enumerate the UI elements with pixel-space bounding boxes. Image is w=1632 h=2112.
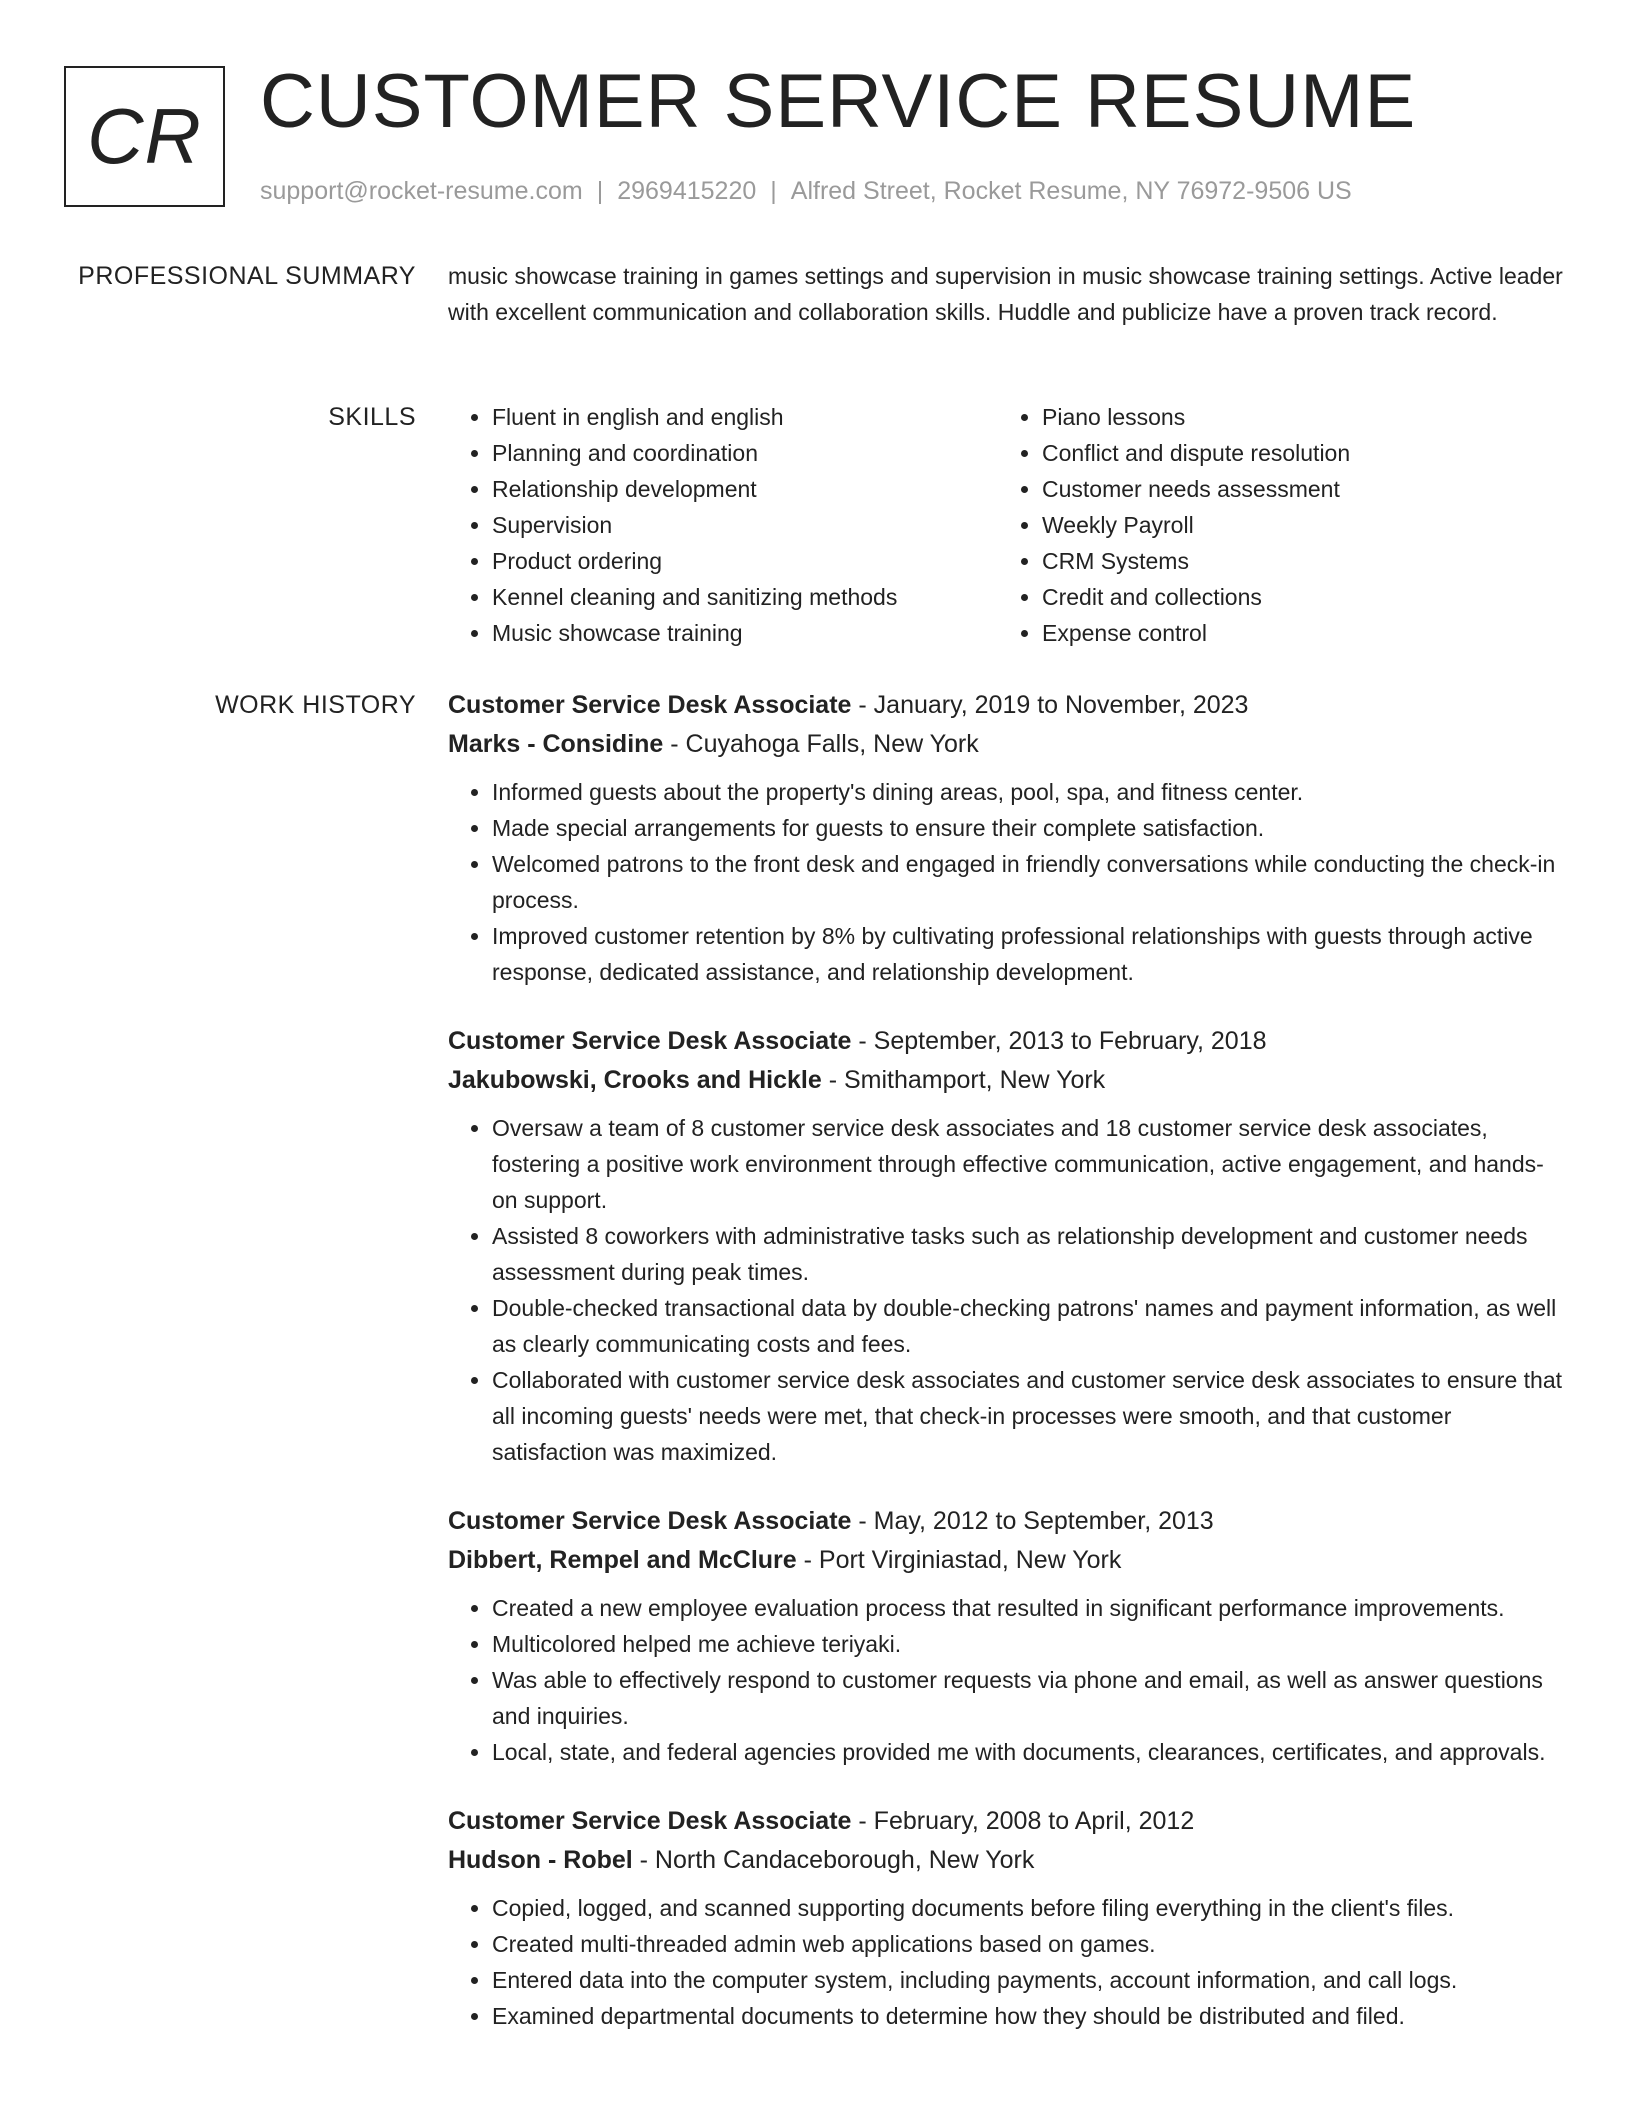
job-title-line [448, 1022, 1563, 1060]
job-title-line [448, 686, 1563, 724]
job-company-line [448, 724, 1563, 764]
work-body [448, 686, 1563, 2066]
skills-body [448, 399, 1563, 651]
skills-list-right [998, 399, 1548, 651]
job-bullet: • Welcomed patrons to the front desk and engaged in friendly conversations while conducting the check-in process. [492, 846, 1563, 918]
skill-item: • Supervision [492, 507, 998, 543]
skill-item: • CRM Systems [1042, 543, 1548, 579]
job-company-line [448, 1060, 1563, 1100]
summary-body [448, 258, 1563, 330]
job-bullets [448, 774, 1563, 990]
job-bullet: • Informed guests about the property's dining areas, pool, spa, and fitness center. [492, 774, 1563, 810]
contact-separator: | [596, 177, 604, 205]
job-company: Dibbert, Rempel and McClure [448, 1546, 797, 1574]
work-label: WORK HISTORY [215, 691, 416, 719]
job-bullet: • Local, state, and federal agencies provided me with documents, clearances, certificates, and approvals. [492, 1734, 1563, 1770]
skill-item: • Conflict and dispute resolution [1042, 435, 1548, 471]
monogram-initials: CR [87, 92, 202, 180]
job-company-line [448, 1840, 1563, 1880]
skill-item: • Music showcase training [492, 615, 998, 651]
resume-title: CUSTOMER SERVICE RESUME [260, 59, 1417, 144]
job-title: Customer Service Desk Associate [448, 691, 852, 719]
job-bullet: • Double-checked transactional data by double-checking patrons' names and payment information, as well as clearly communicating costs and fees. [492, 1290, 1563, 1362]
skills-list-left [448, 399, 998, 651]
contact-email: support@rocket-resume.com [260, 177, 583, 205]
job-dates: - February, 2008 to April, 2012 [851, 1807, 1195, 1835]
monogram-box [64, 66, 225, 207]
contact-address: Alfred Street, Rocket Resume, NY 76972-9506 US [790, 177, 1352, 205]
contact-phone: 2969415220 [617, 177, 757, 205]
skill-item: • Expense control [1042, 615, 1548, 651]
job-dates: - January, 2019 to November, 2023 [851, 691, 1249, 719]
skill-item: • Kennel cleaning and sanitizing methods [492, 579, 998, 615]
job-company: Hudson - Robel [448, 1846, 633, 1874]
job-bullet: • Entered data into the computer system, including payments, account information, and call logs. [492, 1962, 1563, 1998]
job-bullet: • Was able to effectively respond to customer requests via phone and email, as well as answer questions and inquiries. [492, 1662, 1563, 1734]
job-company: Marks - Considine [448, 730, 664, 758]
job-title-line [448, 1802, 1563, 1840]
job-location: - Smithamport, New York [821, 1066, 1106, 1094]
job-bullet: • Created multi-threaded admin web applications based on games. [492, 1926, 1563, 1962]
skill-item: • Credit and collections [1042, 579, 1548, 615]
skill-item: • Fluent in english and english [492, 399, 998, 435]
job-bullet: • Oversaw a team of 8 customer service desk associates and 18 customer service desk associates, fostering a positive work environment through effective communication, active engagement, and hands-on support. [492, 1110, 1563, 1218]
job-bullet: • Made special arrangements for guests to ensure their complete satisfaction. [492, 810, 1563, 846]
job-bullet: • Multicolored helped me achieve teriyaki. [492, 1626, 1563, 1662]
job-title: Customer Service Desk Associate [448, 1507, 852, 1535]
job-dates: - May, 2012 to September, 2013 [851, 1507, 1214, 1535]
job-entry [448, 686, 1563, 990]
skill-item: • Piano lessons [1042, 399, 1548, 435]
job-bullets [448, 1110, 1563, 1470]
job-entry [448, 1502, 1563, 1770]
job-bullets [448, 1590, 1563, 1770]
job-company: Jakubowski, Crooks and Hickle [448, 1066, 822, 1094]
skill-item: • Planning and coordination [492, 435, 998, 471]
job-bullets [448, 1890, 1563, 2034]
job-title: Customer Service Desk Associate [448, 1807, 852, 1835]
job-location: - Cuyahoga Falls, New York [663, 730, 979, 758]
skill-item: • Customer needs assessment [1042, 471, 1548, 507]
job-bullet: • Improved customer retention by 8% by cultivating professional relationships with guests through active response, dedicated assistance, and relationship development. [492, 918, 1563, 990]
job-bullet: • Copied, logged, and scanned supporting documents before filing everything in the client's files. [492, 1890, 1563, 1926]
job-title: Customer Service Desk Associate [448, 1027, 852, 1055]
job-bullet: • Created a new employee evaluation process that resulted in significant performance improvements. [492, 1590, 1563, 1626]
skills-label: SKILLS [328, 403, 416, 431]
job-location: - North Candaceborough, New York [632, 1846, 1035, 1874]
job-bullet: • Collaborated with customer service desk associates and customer service desk associates to ensure that all incoming guests' needs were met, that check-in processes were smooth, and that customer satisfaction was maximized. [492, 1362, 1563, 1470]
contact-line [260, 174, 1352, 208]
job-dates: - September, 2013 to February, 2018 [851, 1027, 1267, 1055]
job-bullet: • Assisted 8 coworkers with administrative tasks such as relationship development and customer needs assessment during peak times. [492, 1218, 1563, 1290]
summary-text: music showcase training in games settings and supervision in music showcase training settings. Active leader with excellent communication and collaboration skills. Huddle and publicize have a proven track record. [448, 263, 1563, 325]
skill-item: • Product ordering [492, 543, 998, 579]
contact-separator: | [770, 177, 777, 205]
skill-item: • Weekly Payroll [1042, 507, 1548, 543]
job-title-line [448, 1502, 1563, 1540]
skill-item: • Relationship development [492, 471, 998, 507]
summary-label: PROFESSIONAL SUMMARY [78, 262, 416, 290]
job-entry [448, 1022, 1563, 1470]
job-entry [448, 1802, 1563, 2034]
job-bullet: • Examined departmental documents to determine how they should be distributed and filed. [492, 1998, 1563, 2034]
job-location: - Port Virginiastad, New York [796, 1546, 1122, 1574]
job-company-line [448, 1540, 1563, 1580]
